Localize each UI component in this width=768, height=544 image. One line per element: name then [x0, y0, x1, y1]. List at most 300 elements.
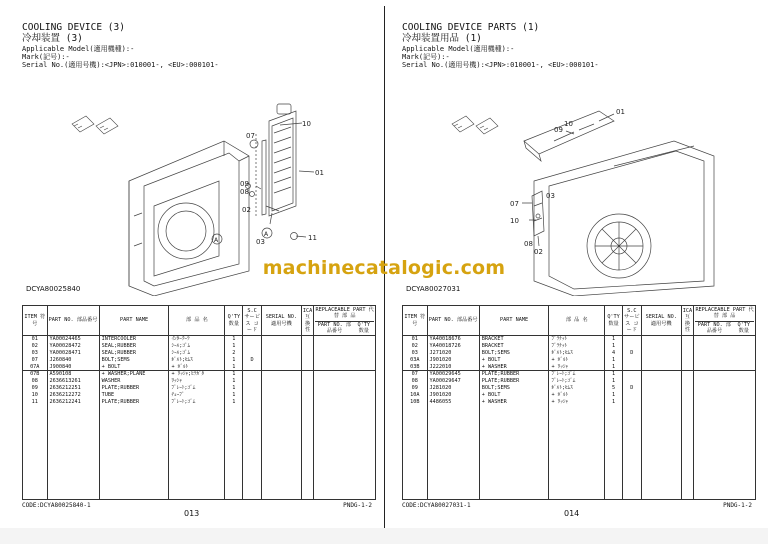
cell-empty	[623, 480, 642, 487]
cell-empty	[261, 419, 301, 426]
cell-empty	[427, 426, 479, 433]
callout-07: 07	[246, 132, 255, 140]
callout-11: 11	[308, 234, 317, 242]
cell-replaceable	[694, 371, 755, 378]
cell-sc	[243, 392, 262, 399]
cell-part-no: YA00029647	[427, 378, 479, 385]
cell-empty	[605, 466, 623, 473]
cell-empty	[99, 487, 169, 494]
cell-empty	[47, 405, 99, 412]
table-row	[23, 392, 375, 399]
cell-item: 10B	[403, 398, 427, 405]
cell-empty	[314, 466, 375, 473]
cell-empty	[605, 426, 623, 433]
cell-serial	[641, 363, 681, 370]
cell-empty	[641, 419, 681, 426]
cell-serial	[641, 392, 681, 399]
cell-empty	[681, 494, 693, 501]
cell-empty	[641, 460, 681, 467]
col-jp-name: 部 品 名	[549, 306, 605, 336]
col-ica: ICA 互 換 性	[681, 306, 693, 336]
table-row	[23, 343, 375, 350]
cell-empty	[549, 480, 605, 487]
cell-empty	[23, 473, 47, 480]
cell-replaceable	[694, 343, 755, 350]
cell-empty	[403, 426, 427, 433]
cell-empty	[261, 412, 301, 419]
cell-empty	[694, 419, 755, 426]
figure-code: DCYA80027031	[406, 285, 461, 293]
table-row-empty	[403, 426, 755, 433]
cell-empty	[261, 446, 301, 453]
cell-qty: 1	[605, 378, 623, 385]
cell-ica	[301, 343, 313, 350]
table-row-empty	[23, 480, 375, 487]
footer-page-id: PNDG-1-2	[723, 502, 752, 509]
cell-ica	[681, 357, 693, 364]
cell-empty	[261, 432, 301, 439]
table-row-empty	[403, 453, 755, 460]
cell-empty	[314, 405, 375, 412]
cell-serial	[641, 350, 681, 357]
cell-empty	[47, 439, 99, 446]
table-row	[23, 398, 375, 405]
cell-empty	[681, 480, 693, 487]
cell-empty	[301, 480, 313, 487]
cell-ica	[301, 392, 313, 399]
cell-qty: 1	[225, 336, 243, 343]
cell-empty	[225, 432, 243, 439]
cell-empty	[243, 432, 262, 439]
cell-empty	[623, 432, 642, 439]
cell-empty	[403, 473, 427, 480]
table-row-empty	[403, 480, 755, 487]
cell-empty	[681, 439, 693, 446]
cell-serial	[261, 343, 301, 350]
cell-serial	[261, 357, 301, 364]
cell-replaceable	[314, 357, 375, 364]
footer-code: CODE:DCYA80027031-1	[402, 502, 471, 509]
cell-sc	[243, 363, 262, 370]
cell-empty	[641, 473, 681, 480]
cell-sc: D	[243, 357, 262, 364]
cell-sc	[623, 378, 642, 385]
cell-empty	[605, 405, 623, 412]
col-qty: Q'TY 数量	[605, 306, 623, 336]
cell-empty	[694, 405, 755, 412]
cell-empty	[427, 405, 479, 412]
cell-part-name: BOLT;SEMS	[479, 385, 549, 392]
cell-ica	[681, 363, 693, 370]
cell-ica	[681, 398, 693, 405]
cell-empty	[261, 453, 301, 460]
table-row	[403, 385, 755, 392]
cell-empty	[549, 432, 605, 439]
callout-08: 08	[240, 188, 249, 196]
cell-serial	[641, 357, 681, 364]
cell-empty	[301, 405, 313, 412]
table-row-empty	[403, 494, 755, 501]
cell-empty	[314, 446, 375, 453]
cell-serial	[261, 392, 301, 399]
cell-jp-name: ﾁｭｰﾌﾞ	[169, 392, 225, 399]
cell-part-name: + BOLT	[479, 392, 549, 399]
cell-part-name: BOLT;SEMS	[99, 357, 169, 364]
cell-replaceable	[314, 392, 375, 399]
cell-part-name: PLATE;RUBBER	[479, 378, 549, 385]
cell-item: 07A	[23, 363, 47, 370]
cell-empty	[225, 494, 243, 501]
serial-range: Serial No.(適用号機):<JPN>:010001-, <EU>:000101-	[402, 61, 599, 69]
parts-table-body	[23, 336, 375, 501]
table-row	[403, 398, 755, 405]
cell-jp-name: ﾎﾞﾙﾄ;ｾﾑｽ	[549, 350, 605, 357]
table-row-empty	[23, 439, 375, 446]
cell-empty	[243, 480, 262, 487]
cell-empty	[479, 446, 549, 453]
table-row	[23, 378, 375, 385]
cell-empty	[225, 412, 243, 419]
cell-empty	[23, 439, 47, 446]
cell-empty	[301, 473, 313, 480]
cell-empty	[605, 446, 623, 453]
cell-empty	[301, 432, 313, 439]
cell-qty: 1	[225, 378, 243, 385]
cell-empty	[605, 453, 623, 460]
cell-empty	[169, 439, 225, 446]
cell-empty	[623, 439, 642, 446]
cell-part-no: 2636212251	[47, 385, 99, 392]
cell-empty	[623, 466, 642, 473]
cell-empty	[403, 419, 427, 426]
cell-empty	[641, 412, 681, 419]
cell-empty	[427, 473, 479, 480]
cell-empty	[99, 439, 169, 446]
cell-qty: 1	[225, 398, 243, 405]
cell-empty	[23, 405, 47, 412]
cell-ica	[301, 336, 313, 343]
cell-serial	[261, 350, 301, 357]
cell-empty	[681, 412, 693, 419]
cell-jp-name: ﾌﾟﾚｰﾄ;ｺﾞﾑ	[169, 398, 225, 405]
cell-empty	[301, 446, 313, 453]
cell-empty	[261, 494, 301, 501]
cell-replaceable	[694, 357, 755, 364]
cell-empty	[225, 473, 243, 480]
cell-empty	[694, 460, 755, 467]
table-row-empty	[403, 432, 755, 439]
cell-jp-name: + ﾎﾞﾙﾄ	[549, 392, 605, 399]
cell-jp-name: + ﾜｯｼｬ;ﾋﾗｶﾞﾀ	[169, 371, 225, 378]
cell-empty	[427, 494, 479, 501]
cell-empty	[479, 432, 549, 439]
cell-empty	[47, 487, 99, 494]
cell-sc	[243, 350, 262, 357]
cell-empty	[169, 432, 225, 439]
cell-empty	[169, 405, 225, 412]
cell-jp-name: ｲﾝﾀｰｸｰﾗ	[169, 336, 225, 343]
col-qty: Q'TY 数量	[225, 306, 243, 336]
detail-view-icon	[452, 116, 498, 134]
col-part-no: PART NO. 部品番号	[47, 306, 99, 336]
cell-empty	[169, 446, 225, 453]
page-title: COOLING DEVICE PARTS (1)	[402, 22, 540, 33]
cell-empty	[243, 412, 262, 419]
col-item: ITEM 符号	[403, 306, 427, 336]
rep-qty-header: Q'TY 数量	[737, 321, 751, 334]
table-row	[403, 392, 755, 399]
rep-part-no-header: PART NO. 部品番号	[697, 321, 731, 334]
table-row	[23, 336, 375, 343]
cell-empty	[681, 419, 693, 426]
parts-table	[22, 305, 376, 500]
cell-jp-name: ﾎﾞﾙﾄ;ｾﾑｽ	[549, 385, 605, 392]
table-row-empty	[23, 419, 375, 426]
table-row	[403, 350, 755, 357]
cell-item: 01	[403, 336, 427, 343]
cell-item: 03	[403, 350, 427, 357]
table-row-empty	[403, 473, 755, 480]
cell-empty	[47, 426, 99, 433]
cell-replaceable	[694, 363, 755, 370]
table-row-empty	[23, 473, 375, 480]
cell-empty	[301, 439, 313, 446]
cell-sc	[243, 336, 262, 343]
cell-empty	[47, 480, 99, 487]
cell-serial	[641, 378, 681, 385]
cell-item: 02	[403, 343, 427, 350]
cell-empty	[169, 412, 225, 419]
cell-empty	[549, 446, 605, 453]
cell-empty	[427, 460, 479, 467]
cell-empty	[169, 494, 225, 501]
table-row-empty	[23, 405, 375, 412]
cell-empty	[694, 439, 755, 446]
cell-empty	[314, 439, 375, 446]
cell-sc: D	[623, 385, 642, 392]
cell-ica	[681, 336, 693, 343]
cell-empty	[301, 460, 313, 467]
page-number: 013	[184, 509, 200, 518]
cell-empty	[169, 480, 225, 487]
cell-part-name: + BOLT	[479, 357, 549, 364]
cell-part-name: + WASHER;PLANE	[99, 371, 169, 378]
cell-empty	[243, 419, 262, 426]
cell-empty	[549, 487, 605, 494]
cell-ica	[301, 398, 313, 405]
cell-part-no: YA40018676	[427, 336, 479, 343]
table-row-empty	[23, 494, 375, 501]
parts-table	[402, 305, 756, 500]
callout-01: 01	[315, 169, 324, 177]
cell-empty	[641, 494, 681, 501]
page-number: 014	[564, 509, 580, 518]
cell-empty	[605, 487, 623, 494]
cell-empty	[681, 426, 693, 433]
cell-empty	[314, 494, 375, 501]
cell-qty: 1	[605, 371, 623, 378]
cell-empty	[623, 473, 642, 480]
cell-empty	[314, 412, 375, 419]
cell-part-name: PLATE;RUBBER	[99, 385, 169, 392]
cell-serial	[261, 398, 301, 405]
cell-empty	[479, 460, 549, 467]
cell-empty	[641, 426, 681, 433]
cell-empty	[681, 487, 693, 494]
cell-empty	[681, 466, 693, 473]
cell-empty	[314, 426, 375, 433]
cell-replaceable	[314, 363, 375, 370]
cell-empty	[243, 439, 262, 446]
table-row	[403, 343, 755, 350]
replaceable-header: REPLACEABLE PART 代 替 部 品	[695, 307, 754, 320]
cell-serial	[641, 385, 681, 392]
cell-empty	[403, 480, 427, 487]
cell-empty	[623, 426, 642, 433]
col-part-no: PART NO. 部品番号	[427, 306, 479, 336]
replaceable-subheader	[315, 321, 374, 335]
cell-empty	[314, 419, 375, 426]
cell-empty	[169, 419, 225, 426]
cell-empty	[681, 405, 693, 412]
cell-jp-name: + ﾜｯｼｬ	[549, 363, 605, 370]
cell-empty	[47, 419, 99, 426]
cell-empty	[301, 453, 313, 460]
rep-qty-header: Q'TY 数量	[357, 321, 371, 334]
table-row-empty	[403, 446, 755, 453]
callout-03: 03	[546, 192, 555, 200]
cell-empty	[694, 494, 755, 501]
cell-part-name: INTERCOOLER	[99, 336, 169, 343]
cell-empty	[225, 460, 243, 467]
cell-empty	[23, 460, 47, 467]
callout-10-lower: 10	[510, 217, 519, 225]
cell-part-no: J901020	[427, 357, 479, 364]
cell-qty: 1	[225, 343, 243, 350]
cell-empty	[641, 487, 681, 494]
applicable-model: Applicable Model(適用機種):-	[22, 45, 135, 53]
cell-empty	[623, 453, 642, 460]
cell-empty	[99, 460, 169, 467]
callout-A: A	[214, 237, 219, 244]
cell-serial	[261, 385, 301, 392]
parts-table-grid	[403, 306, 755, 500]
cell-item: 10A	[403, 392, 427, 399]
cell-replaceable	[694, 378, 755, 385]
cell-empty	[549, 412, 605, 419]
cell-empty	[427, 439, 479, 446]
cell-jp-name: ﾜｯｼｬ	[169, 378, 225, 385]
cell-empty	[47, 453, 99, 460]
mark: Mark(記号):-	[22, 53, 70, 61]
cell-empty	[427, 446, 479, 453]
cell-jp-name: ﾌﾞﾗｹｯﾄ	[549, 343, 605, 350]
cell-empty	[549, 460, 605, 467]
cell-empty	[301, 426, 313, 433]
cell-qty: 1	[605, 357, 623, 364]
cell-qty: 1	[605, 363, 623, 370]
cell-part-no: YA00024465	[47, 336, 99, 343]
cell-empty	[243, 453, 262, 460]
cell-empty	[225, 446, 243, 453]
cell-empty	[605, 473, 623, 480]
callout-A-detail: A	[264, 231, 269, 238]
cell-jp-name: + ﾎﾞﾙﾄ	[549, 357, 605, 364]
cell-empty	[99, 466, 169, 473]
table-header-row	[23, 306, 375, 336]
cell-item: 03B	[403, 363, 427, 370]
cell-empty	[243, 494, 262, 501]
cell-empty	[605, 419, 623, 426]
cell-qty: 1	[605, 392, 623, 399]
cell-empty	[623, 419, 642, 426]
cell-item: 09	[23, 385, 47, 392]
cell-empty	[243, 487, 262, 494]
table-row-empty	[403, 460, 755, 467]
cell-jp-name: ｼｰﾙ;ｺﾞﾑ	[169, 343, 225, 350]
cell-empty	[479, 405, 549, 412]
cell-empty	[605, 480, 623, 487]
cell-empty	[479, 480, 549, 487]
cell-empty	[605, 439, 623, 446]
cell-empty	[605, 460, 623, 467]
cell-empty	[301, 419, 313, 426]
cell-empty	[261, 466, 301, 473]
cell-qty: 2	[225, 350, 243, 357]
cell-empty	[403, 494, 427, 501]
cell-empty	[47, 473, 99, 480]
cell-empty	[549, 426, 605, 433]
cell-part-name: BRACKET	[479, 343, 549, 350]
cell-empty	[169, 460, 225, 467]
cell-empty	[641, 405, 681, 412]
cell-jp-name: ｼｰﾙ;ｺﾞﾑ	[169, 350, 225, 357]
cell-replaceable	[314, 336, 375, 343]
cell-empty	[243, 446, 262, 453]
cell-empty	[479, 426, 549, 433]
cell-empty	[681, 473, 693, 480]
cell-serial	[641, 343, 681, 350]
cell-item: 11	[23, 398, 47, 405]
cell-empty	[47, 432, 99, 439]
cell-empty	[261, 426, 301, 433]
cell-empty	[623, 494, 642, 501]
cell-empty	[479, 487, 549, 494]
cell-empty	[23, 412, 47, 419]
cell-ica	[681, 371, 693, 378]
cell-empty	[243, 473, 262, 480]
cell-empty	[641, 432, 681, 439]
cell-empty	[694, 480, 755, 487]
cell-empty	[549, 466, 605, 473]
cell-empty	[314, 432, 375, 439]
cell-empty	[301, 466, 313, 473]
cell-item: 02	[23, 343, 47, 350]
cell-item: 10	[23, 392, 47, 399]
footer-code: CODE:DCYA80025840-1	[22, 502, 91, 509]
cell-empty	[99, 426, 169, 433]
cell-empty	[169, 473, 225, 480]
cell-empty	[427, 419, 479, 426]
cell-empty	[623, 460, 642, 467]
cell-empty	[681, 432, 693, 439]
cell-qty: 5	[605, 385, 623, 392]
cell-sc	[623, 336, 642, 343]
cell-jp-name: ﾌﾟﾚｰﾄ;ｺﾞﾑ	[549, 378, 605, 385]
cell-item: 03	[23, 350, 47, 357]
cell-item: 07B	[23, 371, 47, 378]
cell-ica	[301, 363, 313, 370]
